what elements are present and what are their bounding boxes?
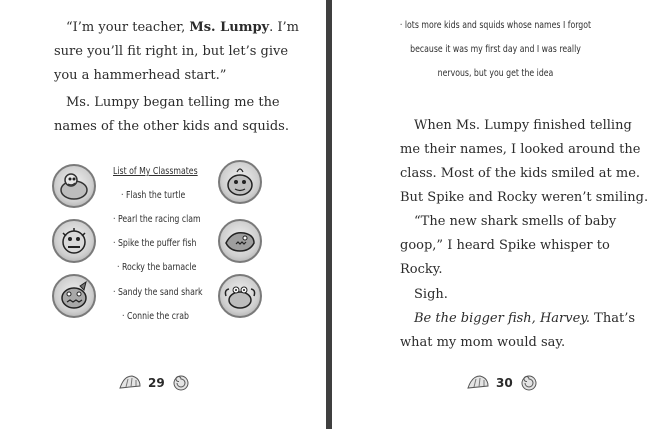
paragraph-names-line2: names of the other kids and squids. — [54, 119, 289, 134]
shell-icon — [466, 372, 490, 392]
body-line: goop,” I heard Spike whisper to — [400, 238, 610, 253]
shell-icon — [118, 372, 142, 392]
left-page — [0, 0, 326, 429]
handwritten-note: · lots more kids and squids whose names I forgot — [399, 20, 592, 31]
list-item: · Spike the puffer fish — [113, 238, 197, 249]
body-line: “The new shark smells of baby — [414, 214, 617, 229]
right-page — [332, 0, 659, 429]
italic-text: Be the bigger fish, Harvey. — [414, 311, 591, 326]
body-line: Sigh. — [414, 287, 448, 302]
crab-icon — [218, 274, 262, 318]
shell-icon — [170, 372, 192, 392]
body-line: When Ms. Lumpy finished telling — [414, 118, 632, 133]
shark-icon — [52, 274, 96, 318]
paragraph-intro — [66, 16, 299, 40]
page-number: 30 — [496, 376, 513, 390]
teacher-name: Ms. Lumpy — [189, 20, 270, 35]
paragraph-intro-line2: sure you’ll fit right in, but let’s give — [54, 44, 289, 59]
list-item: · Pearl the racing clam — [113, 214, 201, 225]
paragraph-names-line1: Ms. Lumpy began telling me the — [66, 95, 280, 110]
page-number: 29 — [148, 376, 165, 390]
body-line-last — [414, 307, 635, 331]
body-line: what my mom would say. — [400, 335, 566, 350]
body-line: Rocky. — [400, 262, 443, 277]
paragraph-intro-line3: you a hammerhead start.” — [54, 68, 227, 83]
text: “I’m your teacher, — [66, 20, 190, 35]
body-line: class. Most of the kids smiled at me. — [400, 166, 641, 181]
turtle-icon — [52, 164, 96, 208]
list-item: · Sandy the sand shark — [113, 287, 203, 298]
barnacle-icon — [218, 219, 262, 263]
shell-icon — [518, 372, 540, 392]
list-item: · Connie the crab — [122, 311, 189, 322]
text: That’s — [590, 311, 636, 326]
body-line: But Spike and Rocky weren’t smiling. — [400, 190, 649, 205]
clam-icon — [218, 160, 262, 204]
handwritten-note: because it was my first day and I was really — [410, 44, 581, 55]
text: . I’m — [269, 20, 299, 35]
list-item: · Rocky the barnacle — [117, 262, 197, 273]
pufferfish-icon — [52, 219, 96, 263]
handwritten-note: nervous, but you get the idea — [437, 68, 554, 79]
list-item: · Flash the turtle — [121, 190, 186, 201]
list-title: List of My Classmates — [113, 166, 198, 177]
body-line: me their names, I looked around the — [400, 142, 641, 157]
